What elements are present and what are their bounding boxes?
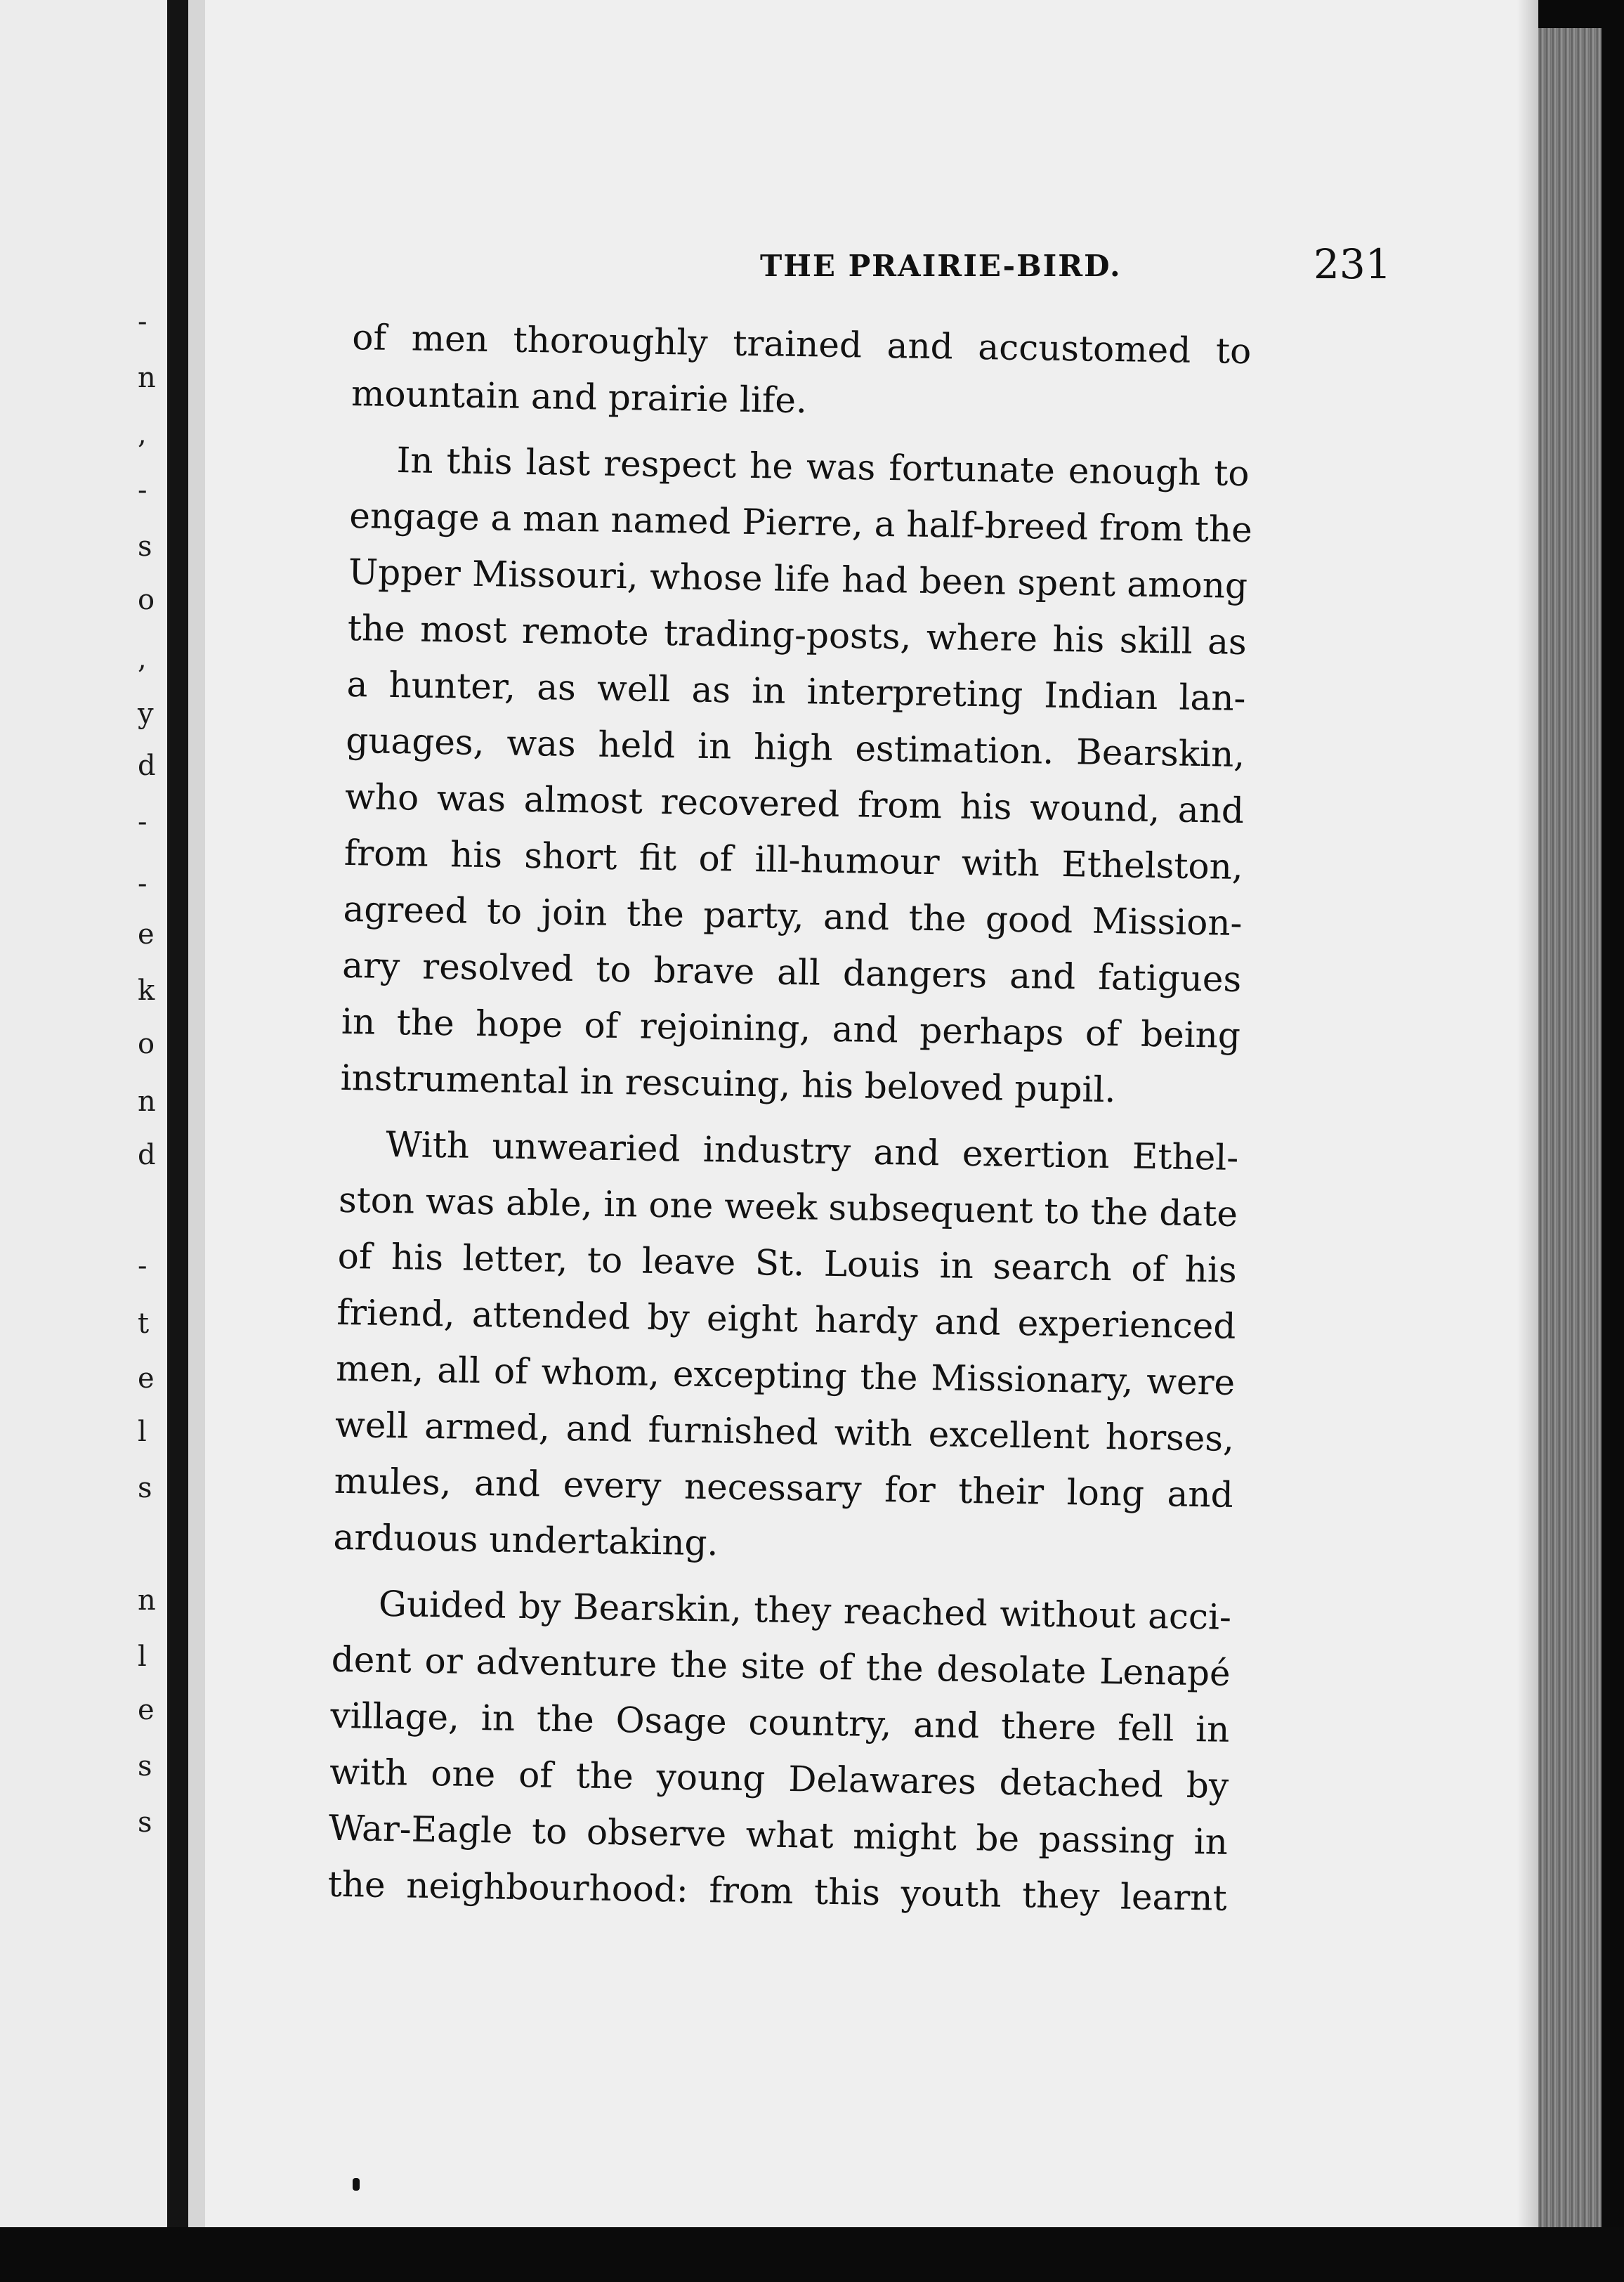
left-facing-page xyxy=(0,0,169,2227)
text-line: men, all of whom, excepting the Missionary, were xyxy=(335,1348,1236,1403)
margin-glyph: s xyxy=(138,530,152,563)
margin-glyph: - xyxy=(138,306,148,338)
text-line: mountain and prairie life. xyxy=(351,372,808,422)
text-line: of his letter, to leave St. Louis in search of his xyxy=(337,1235,1238,1291)
text-line: engage a man named Pierre, a half-breed from the xyxy=(348,495,1253,551)
margin-glyph: s xyxy=(138,1806,152,1839)
text-line: mules, and every necessary for their long and xyxy=(334,1460,1234,1515)
book-page xyxy=(205,0,1538,2241)
text-line: dent or adventure the site of the desolate Lenapé xyxy=(331,1638,1231,1694)
text-line: well armed, and furnished with excellent horses, xyxy=(334,1404,1235,1459)
margin-glyph: d xyxy=(138,1139,156,1171)
ink-speck xyxy=(353,2178,360,2191)
page-edge-shadow xyxy=(1517,0,1540,2241)
margin-glyph: s xyxy=(138,1750,152,1782)
text-line: War-Eagle to observe what might be passing in xyxy=(328,1807,1229,1863)
text-line: the most remote trading-posts, where his skill as xyxy=(347,607,1248,663)
margin-glyph: t xyxy=(138,1308,150,1340)
paragraph xyxy=(340,431,1253,1120)
text-line: of men thoroughly trained and accustomed to xyxy=(351,316,1252,372)
margin-glyph: d xyxy=(138,750,156,782)
margin-glyph: l xyxy=(138,1416,147,1448)
paragraph xyxy=(327,1575,1231,1926)
text-line: from his short fit of ill-humour with Ethelston, xyxy=(343,832,1244,888)
margin-glyph: o xyxy=(138,584,155,616)
margin-glyph: - xyxy=(138,868,148,900)
text-line: village, in the Osage country, and there fell in xyxy=(330,1695,1230,1750)
margin-glyph: n xyxy=(138,1584,156,1617)
margin-glyph: , xyxy=(138,418,147,450)
body-text xyxy=(327,309,1252,1936)
text-line: instrumental in rescuing, his beloved pupil. xyxy=(340,1057,1116,1111)
text-line: ary resolved to brave all dangers and fatigues xyxy=(341,944,1242,1000)
margin-glyph: e xyxy=(138,1694,155,1726)
margin-glyph: - xyxy=(138,1250,148,1282)
margin-glyph: o xyxy=(138,1028,155,1060)
margin-glyph: k xyxy=(138,974,155,1007)
page-number: 231 xyxy=(1314,240,1391,288)
text-line: a hunter, as well as in interpreting Indian lan- xyxy=(346,663,1246,719)
text-line: With unwearied industry and exertion Ethel- xyxy=(385,1123,1239,1178)
book-gutter-shadow xyxy=(167,0,188,2282)
book-gutter-edge xyxy=(188,0,205,2234)
running-head xyxy=(339,237,1392,301)
text-line: In this last respect he was fortunate enough to xyxy=(396,440,1250,495)
text-line: ston was able, in one week subsequent to the date xyxy=(338,1179,1238,1234)
text-line: agreed to join the party, and the good Mission- xyxy=(343,888,1243,944)
page-edges-stack xyxy=(1538,28,1602,2241)
margin-glyph: , xyxy=(138,643,147,675)
text-line: guages, was held in high estimation. Bearskin, xyxy=(345,719,1245,776)
margin-glyph: e xyxy=(138,1362,155,1395)
text-line: with one of the young Delawares detached by xyxy=(329,1751,1229,1806)
text-line: in the hope of rejoining, and perhaps of being xyxy=(341,1000,1241,1056)
text-line: the neighbourhood: from this youth they learnt xyxy=(327,1863,1228,1919)
text-line: friend, attended by eight hardy and experienced xyxy=(336,1291,1236,1347)
margin-glyph: - xyxy=(138,474,148,507)
text-line: arduous undertaking. xyxy=(333,1516,719,1564)
margin-glyph: y xyxy=(138,698,154,730)
margin-glyph: e xyxy=(138,918,155,951)
text-line: who was almost recovered from his wound, and xyxy=(344,776,1245,832)
scan-background xyxy=(0,2227,1624,2282)
margin-glyph: n xyxy=(138,362,156,394)
margin-glyph: - xyxy=(138,806,148,838)
running-title: THE PRAIRIE-BIRD. xyxy=(760,249,1122,283)
margin-glyph: l xyxy=(138,1641,147,1673)
text-line: Upper Missouri, whose life had been spent among xyxy=(348,551,1248,607)
text-line: Guided by Bearskin, they reached without acci- xyxy=(378,1583,1232,1638)
paragraph xyxy=(351,309,1251,436)
paragraph xyxy=(333,1116,1239,1579)
margin-glyph: n xyxy=(138,1085,156,1118)
margin-glyph: s xyxy=(138,1472,152,1504)
